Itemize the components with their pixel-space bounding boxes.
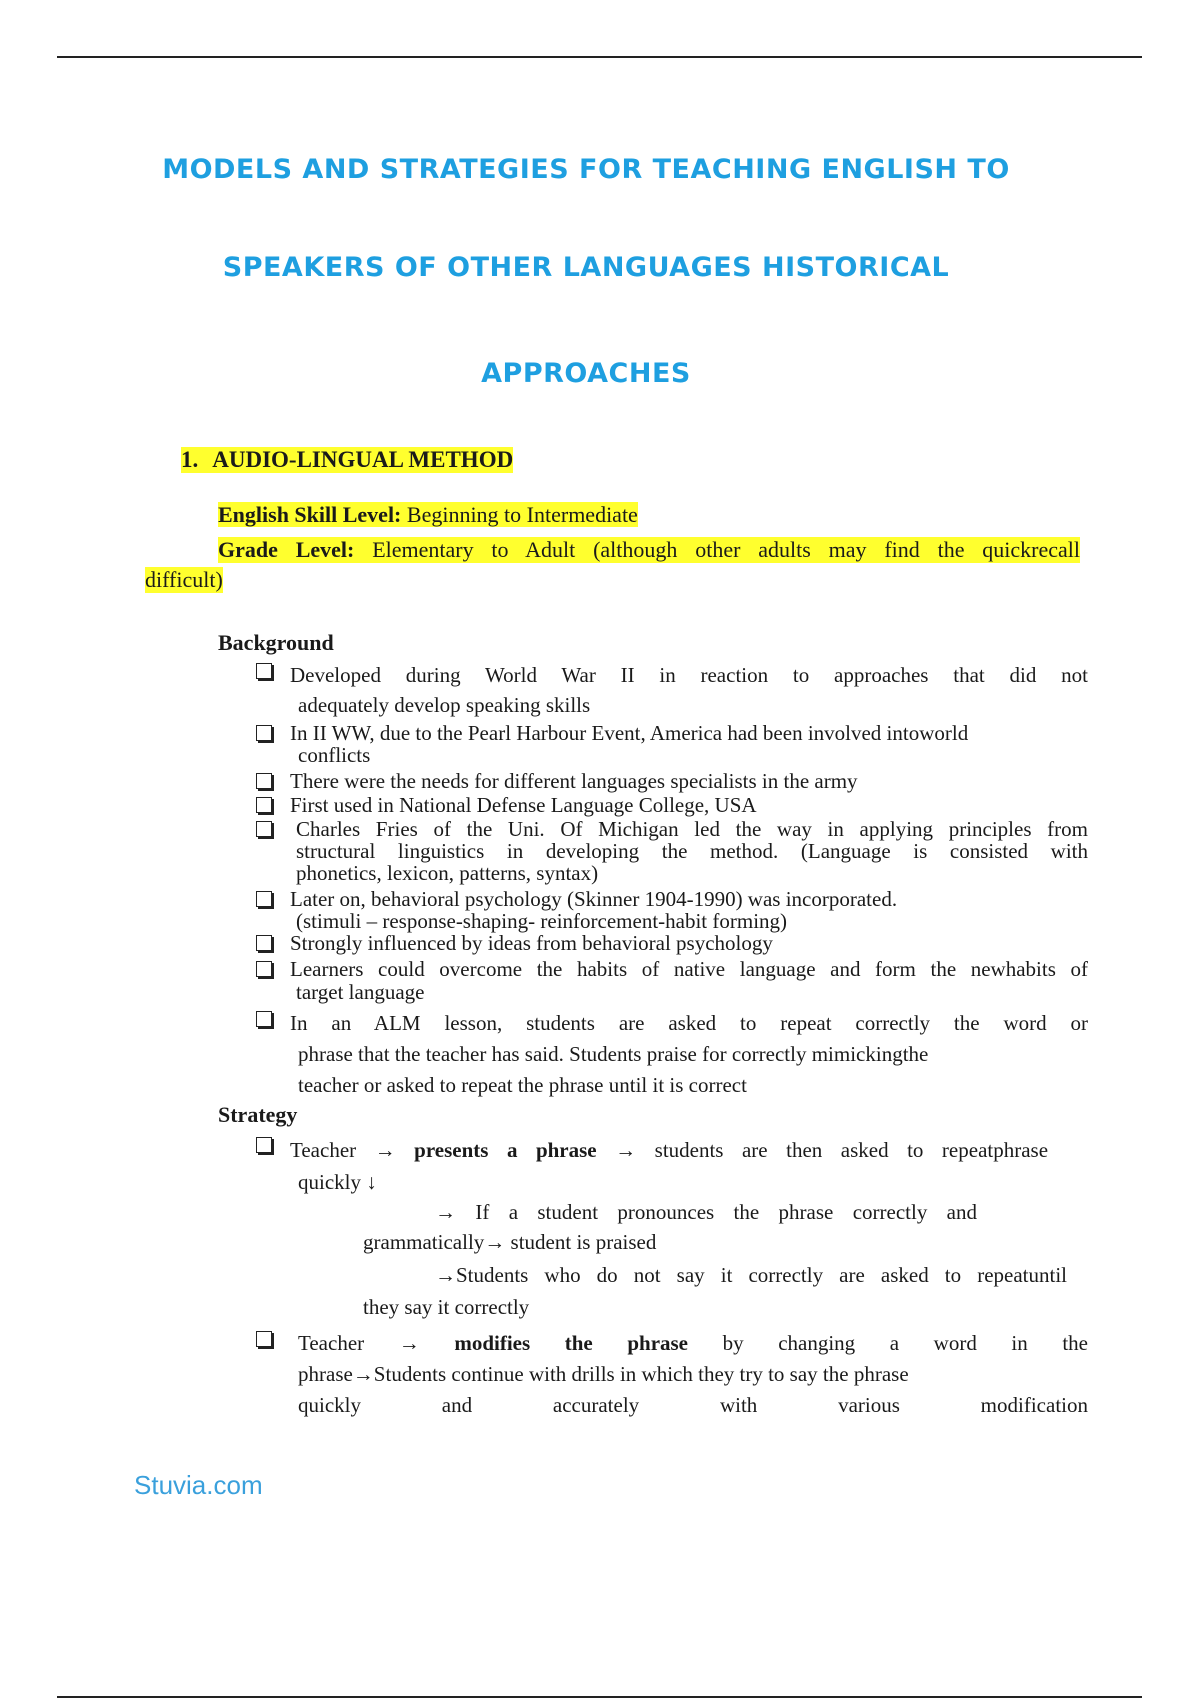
checkbox-bullet-icon [256,725,272,741]
document-title-line-3: APPROACHES [481,358,691,389]
section-number: 1. [181,447,199,472]
section-heading [181,447,513,473]
checkbox-bullet-icon [256,773,272,789]
list-item: Developed during World War II in reaction to approaches that did not adequately develop speaking skills [256,660,1088,720]
checkbox-bullet-icon [256,1331,272,1347]
document-title-line-2: SPEAKERS OF OTHER LANGUAGES HISTORICAL [222,252,950,283]
checkbox-bullet-icon [256,821,272,837]
checkbox-bullet-icon [256,961,272,977]
strategy-heading: Strategy [218,1102,298,1127]
list-item: Learners could overcome the habits of native language and form the newhabits of target language [256,958,1088,1004]
skill-level-label: English Skill Level: [218,502,402,527]
strategy-subpoint-1-cont: grammatically→ student is praised [363,1230,657,1254]
background-heading: Background [218,630,334,655]
checkbox-bullet-icon [256,663,272,679]
list-item: Later on, behavioral psychology (Skinner 1904-1990) was incorporated. (stimuli – response-shaping- reinforcement-habit forming) [256,888,1088,932]
list-item: First used in National Defense Language College, USA [256,794,1088,816]
list-item: In an ALM lesson, students are asked to repeat correctly the word or phrase that the teacher has said. Students praise for correctly mimickingthe teacher or asked to repeat the phrase until it is correct [256,1008,1088,1101]
list-item: There were the needs for different languages specialists in the army [256,770,1088,792]
top-rule [57,56,1142,58]
list-item: In II WW, due to the Pearl Harbour Event, America had been involved intoworld conflicts [256,722,1088,767]
strategy-subpoint-2-cont: they say it correctly [363,1295,530,1319]
list-item: Strongly influenced by ideas from behavioral psychology [256,932,1088,954]
bottom-rule [57,1696,1142,1698]
grade-level-value: Elementary to Adult (although other adults may find the quickrecall [372,537,1081,562]
checkbox-bullet-icon [256,1011,272,1027]
strategy-subpoint-1: → If a student pronounces the phrase correctly and [435,1200,977,1224]
list-item: Teacher → presents a phrase → students are then asked to repeatphrase quickly ↓ [256,1134,1088,1198]
checkbox-bullet-icon [256,797,272,813]
list-item: Teacher → modifies the phrase by changing a word in the phrase→Students continue with drills in which they try to say the phrase quickly and accurately with various modification [256,1328,1088,1421]
section-title: AUDIO-LINGUAL METHOD [212,447,514,472]
checkbox-bullet-icon [256,1137,272,1153]
grade-level-line [218,537,1080,563]
checkbox-bullet-icon [256,891,272,907]
grade-level-label: Grade Level: [218,537,355,562]
grade-level-line-2: difficult) [145,567,223,592]
list-item: Charles Fries of the Uni. Of Michigan led the way in applying principles from structural linguistics in developing the method. (Language is consisted with phonetics, lexicon, patterns, syntax) [256,818,1088,884]
skill-level-line [218,502,638,528]
checkbox-bullet-icon [256,935,272,951]
strategy-subpoint-2: →Students who do not say it correctly are asked to repeatuntil [435,1263,1067,1287]
skill-level-value: Beginning to Intermediate [406,502,638,527]
document-title-line-1: MODELS AND STRATEGIES FOR TEACHING ENGLISH TO [162,154,1010,185]
watermark-logo: Stuvia.com [134,1470,263,1500]
